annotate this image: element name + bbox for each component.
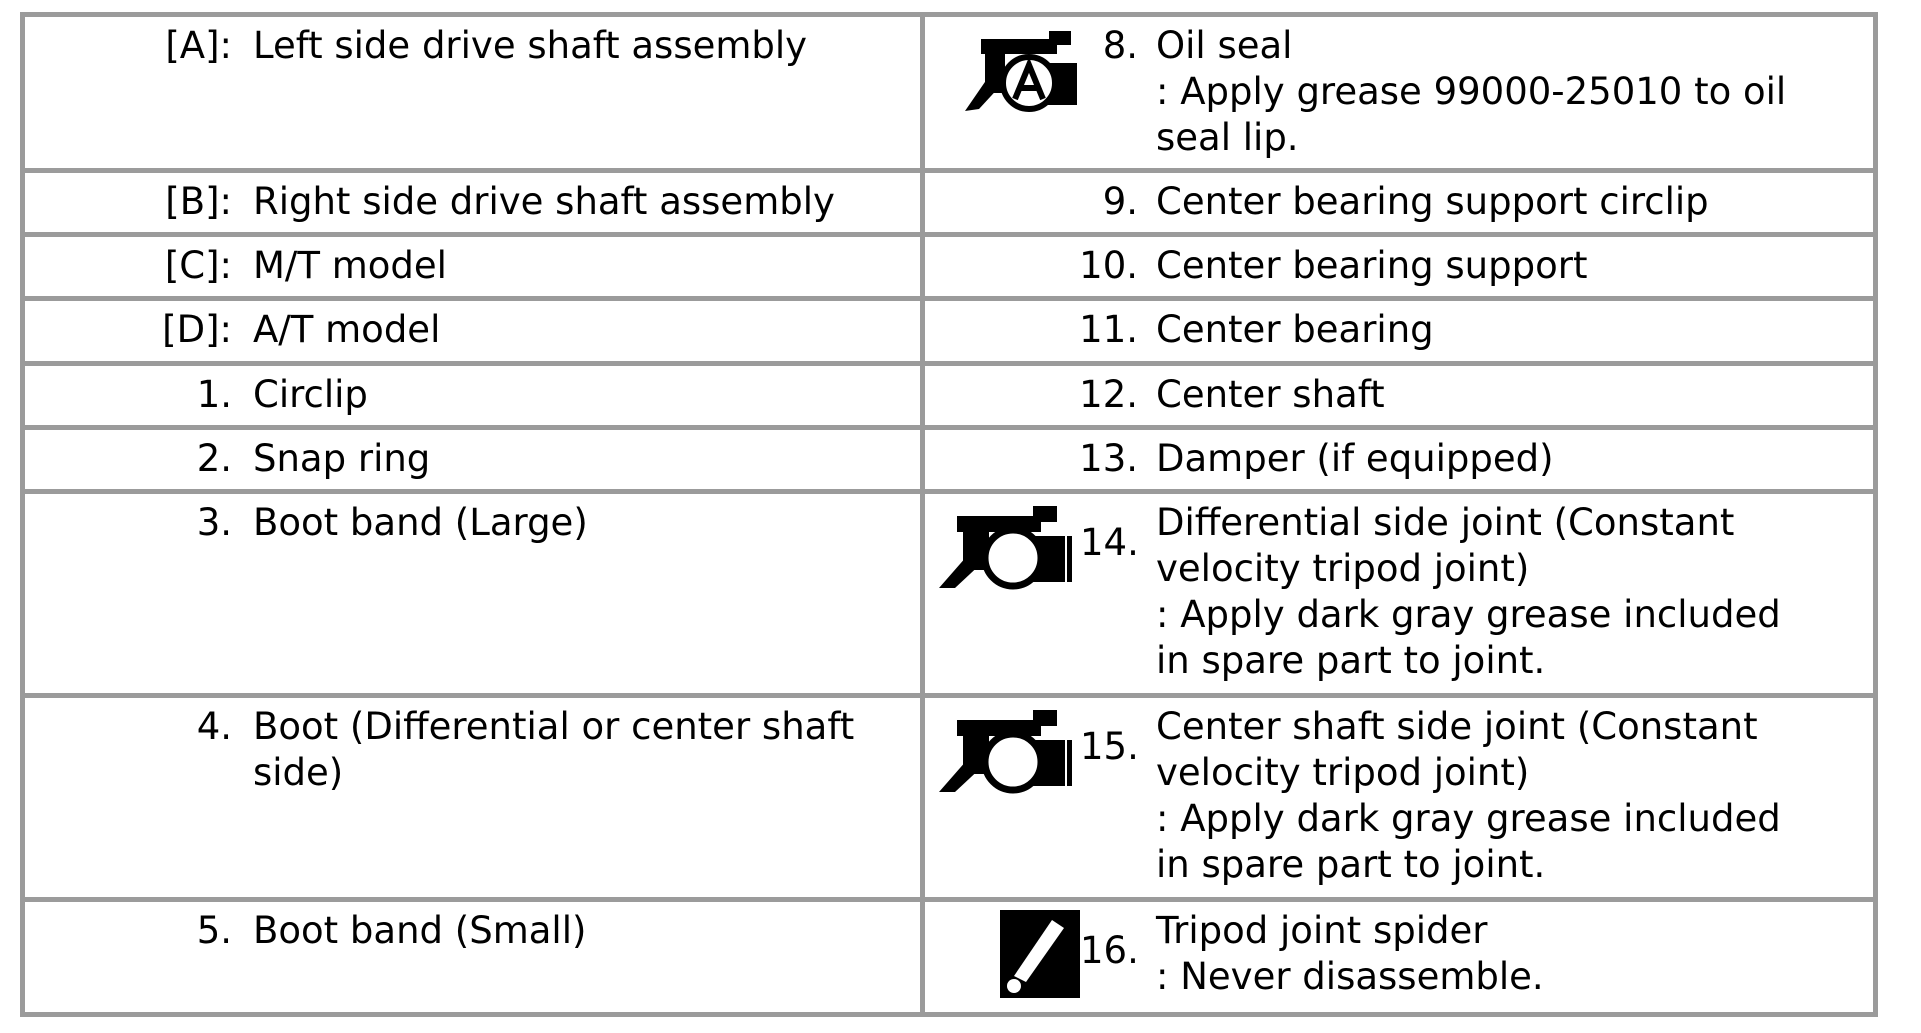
- icon-slot: [925, 23, 1080, 123]
- legend-cell-right: [923, 492, 1876, 696]
- legend-cell-right: [923, 363, 1876, 427]
- item-number: 11.: [1079, 308, 1138, 352]
- item-number: 3.: [196, 501, 232, 545]
- item-description: [1138, 179, 1873, 225]
- item-number: [D]:: [162, 308, 232, 352]
- description-line: Damper (if equipped): [1156, 437, 1554, 481]
- item-label: A/T model: [253, 308, 441, 352]
- legend-cell-right: [923, 15, 1876, 171]
- label-line: Boot (Differential or center shaft: [253, 705, 855, 749]
- description-line: velocity tripod joint): [1156, 547, 1530, 591]
- do-not-disassemble-icon: [1000, 910, 1080, 998]
- table-row: [23, 900, 1876, 1015]
- description-line: Differential side joint (Constant: [1156, 501, 1735, 545]
- item-description: [1138, 500, 1873, 684]
- description-line: in spare part to joint.: [1156, 639, 1546, 683]
- item-number: 1.: [196, 372, 232, 416]
- legend-cell-left: [23, 492, 923, 696]
- item-label: [232, 704, 920, 796]
- item-label: Boot band (Small): [253, 909, 587, 953]
- parts-legend-table: [20, 12, 1878, 1017]
- description-line: Center bearing support: [1156, 244, 1588, 288]
- legend-cell-left: [23, 696, 923, 900]
- legend-cell-right: [923, 696, 1876, 900]
- table-row: [23, 299, 1876, 363]
- item-number: 8.: [1102, 24, 1138, 67]
- item-number: 4.: [196, 705, 232, 749]
- item-description: [1138, 243, 1873, 289]
- table-row: [23, 170, 1876, 234]
- item-number: [A]:: [165, 24, 232, 67]
- item-description: [1138, 704, 1873, 888]
- description-line: Center bearing: [1156, 308, 1434, 352]
- legend-cell-left: [23, 363, 923, 427]
- item-label: Circlip: [253, 372, 368, 416]
- item-number: 5.: [196, 909, 232, 953]
- item-number: 12.: [1079, 372, 1138, 416]
- grease-a-icon: [965, 25, 1080, 115]
- table-row: [23, 363, 1876, 427]
- table-row: [23, 696, 1876, 900]
- icon-slot: [925, 500, 1080, 600]
- item-number: 2.: [196, 437, 232, 481]
- legend-cell-left: [23, 299, 923, 363]
- item-number: 15.: [1080, 725, 1139, 769]
- legend-cell-right: [923, 428, 1876, 492]
- description-line: Center bearing support circlip: [1156, 179, 1709, 223]
- description-line: Tripod joint spider: [1156, 909, 1488, 953]
- table-row: [23, 15, 1876, 171]
- description-line: : Never disassemble.: [1156, 955, 1544, 999]
- item-description: [1138, 372, 1873, 418]
- table-row: [23, 492, 1876, 696]
- description-line: : Apply dark gray grease included: [1156, 593, 1781, 637]
- item-label: Left side drive shaft assembly: [253, 24, 808, 67]
- item-number: 13.: [1079, 437, 1138, 481]
- legend-cell-left: [23, 428, 923, 492]
- description-line: in spare part to joint.: [1156, 843, 1546, 887]
- item-description: [1138, 23, 1873, 161]
- item-label: Right side drive shaft assembly: [253, 179, 835, 223]
- table-row: [23, 235, 1876, 299]
- item-label: Boot band (Large): [253, 501, 588, 545]
- description-line: velocity tripod joint): [1156, 751, 1530, 795]
- grease-icon: [939, 704, 1080, 796]
- label-line: side): [253, 751, 344, 795]
- description-line: Center shaft side joint (Constant: [1156, 705, 1758, 749]
- description-line: Oil seal: [1156, 24, 1293, 67]
- item-description: [1138, 307, 1873, 353]
- item-number: [B]:: [165, 179, 232, 223]
- icon-slot: [925, 908, 1080, 1008]
- item-number: 14.: [1080, 521, 1139, 565]
- legend-cell-right: [923, 900, 1876, 1015]
- legend-cell-left: [23, 15, 923, 171]
- item-description: [1138, 908, 1873, 1000]
- table-row: [23, 428, 1876, 492]
- item-number: [C]:: [164, 244, 232, 288]
- item-description: [1138, 436, 1873, 482]
- description-line: Center shaft: [1156, 372, 1385, 416]
- legend-cell-left: [23, 900, 923, 1015]
- item-number: 16.: [1080, 929, 1139, 973]
- grease-icon: [939, 500, 1080, 592]
- description-line: seal lip.: [1156, 116, 1299, 159]
- description-line: : Apply grease 99000-25010 to oil: [1156, 70, 1787, 113]
- legend-cell-left: [23, 235, 923, 299]
- legend-cell-right: [923, 170, 1876, 234]
- item-label: Snap ring: [253, 437, 431, 481]
- icon-slot: [925, 704, 1080, 804]
- item-number: 10.: [1079, 244, 1138, 288]
- item-number: 9.: [1102, 179, 1138, 223]
- legend-cell-left: [23, 170, 923, 234]
- legend-cell-right: [923, 235, 1876, 299]
- description-line: : Apply dark gray grease included: [1156, 797, 1781, 841]
- item-label: M/T model: [253, 244, 447, 288]
- legend-cell-right: [923, 299, 1876, 363]
